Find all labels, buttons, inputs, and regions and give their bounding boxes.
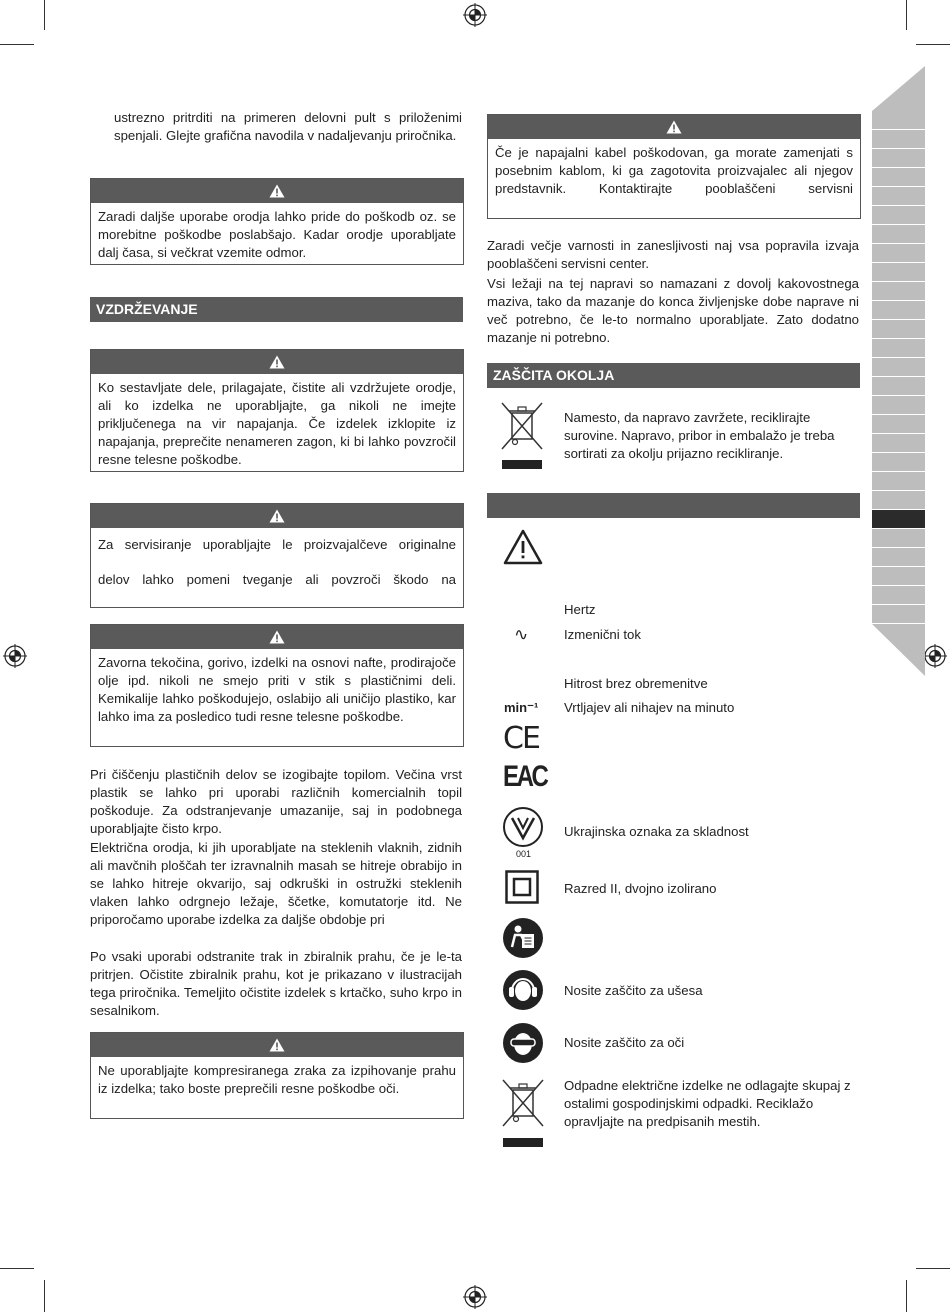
- section-title-environment: ZAŠČITA OKOLJA: [487, 363, 860, 388]
- registration-mark-icon: [463, 1285, 487, 1309]
- min-glyph: min⁻¹: [504, 700, 539, 715]
- warning-box-original-parts: [90, 503, 464, 608]
- tab-strip-bottom-triangle: [872, 624, 925, 676]
- language-tab: [872, 339, 925, 358]
- registration-mark-icon: [923, 644, 947, 668]
- language-tab: [872, 168, 925, 187]
- language-tab: [872, 453, 925, 472]
- language-tab: [872, 130, 925, 149]
- registration-mark-icon: [463, 3, 487, 27]
- ukraine-code: 001: [516, 849, 532, 859]
- language-tab: [872, 225, 925, 244]
- section-title-maintenance: VZDRŽEVANJE: [90, 297, 463, 322]
- warning-header: [488, 115, 860, 139]
- registration-mark-icon: [3, 644, 27, 668]
- read-manual-icon: [502, 917, 544, 959]
- paragraph-dust-collector: Po vsaki uporabi odstranite trak in zbiralnik prahu, če je le-ta pritrjen. Očistite zbiralnik prahu, kot je prikazano v ilustracijah tega priročnika. Temeljito očistite izdelek s krtačko, suho krpo in sesalnikom.: [90, 949, 462, 1018]
- paragraph-fiberglass: Električna orodja, ki jih uporabljate na steklenih vlaknih, zidnih ali mavčnih ploščah ter izravnalnih masah se hitreje obrabijo in se lahko hitreje okvarijo, saj odkruški in ostružki steklenih vlaken lahko odrgnejo ležaje, ščetke, komutatorje itd. Ne priporočamo uporabe izdelka za daljše obdobje pri: [90, 840, 462, 927]
- language-tab: [872, 605, 925, 624]
- language-tab: [872, 244, 925, 263]
- ac-glyph: ∿: [514, 625, 529, 644]
- eye-protection-icon: [502, 1022, 544, 1064]
- environment-text: Namesto, da napravo zavržete, reciklirajte surovine. Napravo, pribor in embalažo je treba sortirati za okolju prijazno recikliranje.: [564, 410, 835, 461]
- language-tab: [872, 472, 925, 491]
- language-tab: [872, 548, 925, 567]
- language-tab: [872, 187, 925, 206]
- warning-header: [91, 504, 463, 528]
- language-tab-strip: [872, 111, 925, 624]
- warning-text: Zavorna tekočina, gorivo, izdelki na osnovi nafte, prodirajoče olje ipd. nikoli ne smejo priti v stik s plastičnimi deli. Kemikalije lahko poškodujejo, oslabijo ali uničijo plastiko, kar lahko ima za posledico tudi resne telesne poškodbe.: [98, 655, 456, 724]
- class-ii-icon: [505, 870, 539, 904]
- intro-paragraph: ustrezno pritrditi na primeren delovni pult s priloženimi spenjali. Glejte grafična navodila v nadaljevanju priročnika.: [114, 110, 462, 143]
- language-tab: [872, 263, 925, 282]
- warning-box-chemicals: [90, 624, 464, 747]
- warning-icon: [666, 120, 682, 134]
- language-tab: [872, 301, 925, 320]
- symbol-ukraine-label: Ukrajinska oznaka za skladnost: [564, 824, 749, 839]
- symbol-min-label: Vrtljajev ali nihajev na minuto: [564, 700, 735, 715]
- symbol-noload-label: Hitrost brez obremenitve: [564, 676, 708, 691]
- symbol-eye-label: Nosite zaščito za oči: [564, 1035, 685, 1050]
- language-tab: [872, 149, 925, 168]
- warning-header: [91, 350, 463, 374]
- warning-text: Če je napajalni kabel poškodovan, ga morate zamenjati s posebnim kablom, ki ga zagotovita proizvajalec ali njegov predstavnik. Kontaktirajte pooblaščeni servisni: [495, 145, 853, 196]
- language-tab: [872, 586, 925, 605]
- paragraph-bearings: Vsi ležaji na tej napravi so namazani z dovolj kakovostnega maziva, tako da mazanje do konca življenjske dobe naprave ni več potrebno, če le-to normalno uporabljate. Zato dodatno mazanje ni potrebno.: [487, 276, 859, 345]
- warning-header: [91, 179, 463, 203]
- symbol-weee-label: Odpadne električne izdelke ne odlagajte skupaj z ostalimi gospodinjskimi odpadki. Reciklažo opravljajte na predpisanih mestih.: [564, 1078, 851, 1129]
- warning-text: Ko sestavljate dele, prilagajate, čistite ali vzdržujete orodje, ali ko izdelka ne uporabljajte, ga nikoli ne imejte priključenega na vir napajanja. Če izdelek izklopite iz napajanja, preprečite nenameren zagon, ki bi lahko povzročil resne telesne poškodbe.: [98, 380, 456, 467]
- ce-mark-icon: CE: [503, 721, 539, 756]
- language-tab: [872, 282, 925, 301]
- eac-mark-icon: EAC: [503, 760, 547, 793]
- ear-protection-icon: [502, 969, 544, 1011]
- tab-strip-top-triangle: [872, 66, 925, 111]
- language-tab: [872, 396, 925, 415]
- warning-icon: [269, 509, 285, 523]
- language-tab: [872, 111, 925, 130]
- warning-icon: [269, 1038, 285, 1052]
- warning-box-compressed-air: [90, 1032, 464, 1119]
- warning-header: [91, 625, 463, 649]
- language-tab: [872, 529, 925, 548]
- paragraph-cleaning-plastics: Pri čiščenju plastičnih delov se izogibajte topilom. Večina vrst plastik se lahko pri uporabi različnih komercialnih topil poškoduje. Za odstranjevanje umazanije, saj in podobnega uporabljajte čisto krpo.: [90, 767, 462, 836]
- warning-header: [91, 1033, 463, 1057]
- language-tab: [872, 377, 925, 396]
- symbol-ear-label: Nosite zaščito za ušesa: [564, 983, 703, 998]
- warning-text-line2: delov lahko pomeni tveganje ali povzroči škodo na: [98, 572, 456, 587]
- symbol-hertz-label: Hertz: [564, 602, 596, 617]
- warning-text: Ne uporabljajte kompresiranega zraka za izpihovanje prahu iz izdelka; tako boste preprečili resne poškodbe oči.: [98, 1063, 456, 1096]
- warning-text: Zaradi daljše uporabe orodja lahko pride do poškodb oz. se morebitne poškodbe poslabšajo. Kadar orodje uporabljate dalj časa, si večkrat vzemite odmor.: [98, 209, 456, 260]
- warning-box-disconnect: [90, 349, 464, 472]
- paragraph-repairs: Zaradi večje varnosti in zanesljivosti naj vsa popravila izvaja pooblaščeni servisni center.: [487, 238, 859, 271]
- language-tab: [872, 434, 925, 453]
- warning-triangle-icon: [503, 529, 543, 565]
- language-tab: [872, 415, 925, 434]
- symbol-class-ii-label: Razred II, dvojno izolirano: [564, 881, 717, 896]
- warning-icon: [269, 355, 285, 369]
- section-title-symbols: [487, 493, 860, 518]
- language-tab: [872, 567, 925, 586]
- language-tab-active: [872, 510, 925, 529]
- ukraine-conformity-icon: [502, 806, 544, 848]
- warning-icon: [269, 184, 285, 198]
- language-tab: [872, 358, 925, 377]
- crossed-bin-icon: [499, 1076, 547, 1148]
- language-tab: [872, 320, 925, 339]
- symbol-ac-label: Izmenični tok: [564, 627, 641, 642]
- crossed-bin-icon: [498, 399, 546, 471]
- warning-text-line1: Za servisiranje uporabljajte le proizvajalčeve originalne: [98, 537, 456, 552]
- warning-box-prolonged-use: [90, 178, 464, 265]
- warning-icon: [269, 630, 285, 644]
- warning-box-power-cable: [487, 114, 861, 219]
- language-tab: [872, 206, 925, 225]
- language-tab: [872, 491, 925, 510]
